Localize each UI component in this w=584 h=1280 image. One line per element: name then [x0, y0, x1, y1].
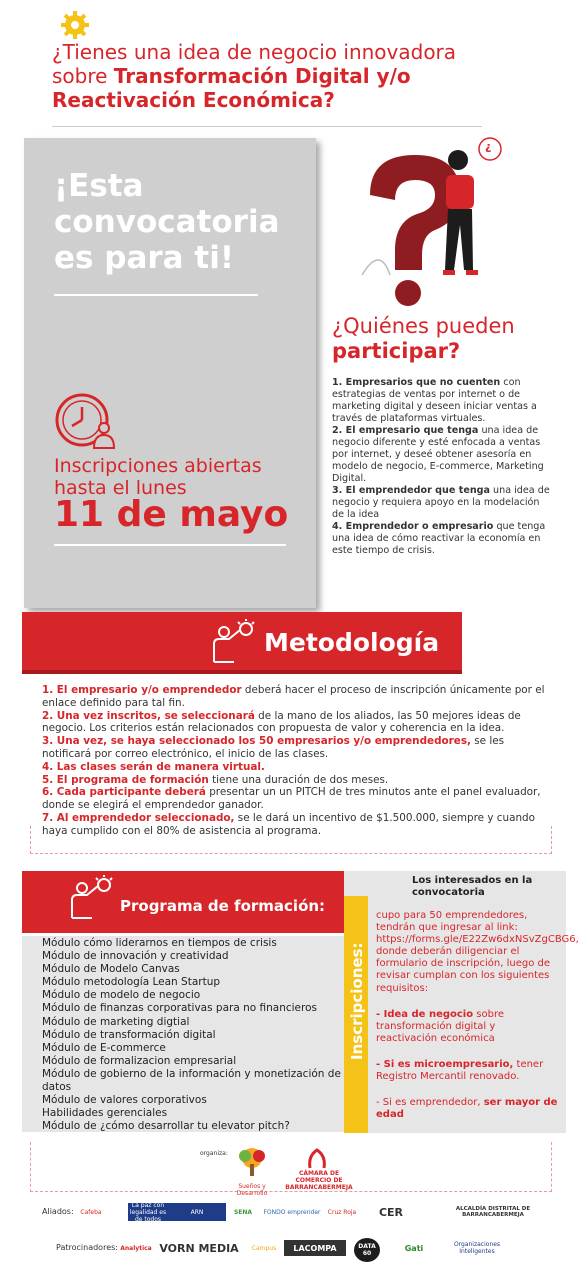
aliado-logo: Cafeba [80, 1208, 102, 1216]
inscripciones-body [376, 910, 579, 1121]
hero-title: ¡Esta convocatoria es para ti! [54, 168, 280, 276]
aliado-logo: Cruz Roja [327, 1208, 357, 1216]
patrocinador-logo: DATA 60 [354, 1238, 380, 1262]
idea-person-icon [68, 874, 114, 920]
list-item-text: se le dará un incentivo de $1.500.000, siempre y cuando haya cumplido con el 80% de asistencia al programa. [42, 811, 536, 837]
aliado-logo: ALCALDÍA DISTRITAL DE BARRANCABERMEJA [455, 1206, 531, 1218]
patrocinador-logo: Gati [404, 1243, 424, 1253]
list-item-bold: 3. Una vez, se haya seleccionado los 50 empresarios y/o emprendedores, [42, 735, 471, 748]
aliado-logo: CER [378, 1205, 404, 1219]
requirement-bold: - Idea de negocio [376, 1008, 474, 1020]
inscripciones-text: Inscripciones abiertas hasta el lunes [54, 455, 262, 499]
list-item: Módulo de marketing digtial [42, 1015, 190, 1028]
list-item [332, 425, 554, 485]
list-item-text: una idea de negocio diferente y esté enfocada a ventas por internet, y deseé obtener asesoría en modelo de negocio, E-commerce, Marketing Digital. [332, 425, 544, 484]
patrocinador-logo: VORN MEDIA [159, 1241, 239, 1255]
requirement-text: tener Registro Mercantil renovado. [376, 1058, 544, 1083]
aliado-logo: La paz con legalidad es de todos [129, 1201, 167, 1223]
divider [54, 294, 258, 296]
dashed-frame [30, 826, 552, 854]
list-item [42, 761, 554, 774]
list-item: Módulo de finanzas corporativas para no financieros [42, 1002, 317, 1015]
list-item-text: tiene una duración de dos meses. [208, 773, 389, 786]
list-item-bold: 2. El empresario que tenga [332, 425, 479, 436]
quienes-list [332, 377, 554, 557]
list-item: Módulo de modelo de negocio [42, 989, 201, 1002]
requirement-bold: - Si es microempresario, [376, 1058, 514, 1070]
list-item-bold: 1. El empresario y/o emprendedor [42, 684, 242, 696]
quienes-title-bold: participar? [332, 339, 461, 363]
patrocinadores-label: Patrocinadores: [56, 1243, 118, 1252]
list-item-bold: 4. Emprendedor o empresario [332, 521, 494, 532]
divider [54, 544, 286, 546]
list-item-text: que tenga una idea de cómo reactivar la economía en este tiempo de crisis. [332, 521, 546, 556]
list-item-bold: 2. Una vez inscritos, se seleccionará [42, 709, 255, 722]
list-item: Módulo de innovación y creatividad [42, 950, 229, 963]
headline [52, 40, 522, 112]
list-item: Habilidades gerenciales [42, 1107, 168, 1120]
list-item-bold: 7. Al emprendedor seleccionado, [42, 811, 235, 824]
quienes-title [332, 314, 572, 364]
deadline-date: 11 de mayo [54, 494, 289, 535]
aliado-logo: SENA [233, 1208, 253, 1216]
interesados-heading: Los interesados en la convocatoria [412, 875, 533, 898]
list-item-bold: 3. El emprendedor que tenga [332, 485, 490, 496]
aliados-label: Aliados: [42, 1207, 74, 1216]
gear-icon [60, 10, 90, 40]
requirement-text: - Si es emprendedor, [376, 1097, 484, 1109]
patrocinador-logo: LACOMPA [284, 1240, 346, 1256]
patrocinador-logo: Organizaciones Inteligentes [453, 1241, 501, 1255]
patrocinador-logo: Analytica [120, 1244, 152, 1252]
list-item: Módulo cómo liderarnos en tiempos de crisis [42, 937, 277, 949]
programa-title: Programa de formación: [120, 897, 326, 915]
list-item [332, 485, 554, 521]
headline-line2-bold: Transformación Digital y/o [113, 64, 411, 88]
list-item: Módulo de Modelo Canvas [42, 963, 180, 976]
list-item: Módulo metodología Lean Startup [42, 976, 221, 989]
inscripciones-link-text[interactable]: cupo para 50 emprendedores, tendrán que ingresar al link: https://forms.gle/E22Zw6dxNSvZgCBG6, donde deberán diligenciar el formulario de inscripción, luego de revisar cumplan con los siguientes requisitos: [376, 910, 579, 994]
organizer-logo-1: Sueños y Desarrollo [236, 1183, 268, 1197]
clock-person-icon [54, 390, 116, 452]
list-item-bold: 6. Cada participante deberá [42, 786, 206, 799]
list-item: Módulo de formalizacion empresarial [42, 1054, 237, 1067]
list-item-text: se les notificará por correo electrónico, el inicio de las clases. [42, 735, 505, 760]
aliado-logo: FONDO emprender [263, 1208, 321, 1216]
list-item [332, 521, 554, 557]
headline-line1: ¿Tienes una idea de negocio innovadora [52, 40, 457, 64]
headline-line3-bold: Reactivación Económica? [52, 88, 335, 112]
list-item: Módulo de gobierno de la información y monetización de datos [42, 1067, 341, 1094]
tree-logo [232, 1144, 272, 1184]
inscripciones-vertical-label: Inscripciones: [348, 942, 366, 1060]
list-item: Módulo de ¿cómo desarrollar tu elevator pitch? [42, 1120, 290, 1133]
headline-line2-plain: sobre [52, 64, 114, 88]
list-item-bold: 1. Empresarios que no cuenten [332, 377, 501, 388]
requirement-bold: ser mayor de edad [376, 1097, 558, 1121]
question-woman-illustration [350, 135, 550, 310]
list-item-text: una idea de negocio y requiera apoyo en la modelación de la idea [332, 485, 550, 520]
divider [52, 126, 482, 127]
modules-list [42, 937, 342, 1133]
list-item: Módulo de E-commerce [42, 1041, 166, 1054]
list-item [42, 735, 554, 761]
list-item: Módulo de valores corporativos [42, 1094, 207, 1107]
list-item-bold: 5. El programa de formación [42, 773, 209, 786]
patrocinador-logo: Campus [251, 1244, 277, 1252]
question-badge: ¿ [485, 140, 492, 153]
quienes-title-plain: ¿Quiénes pueden [332, 314, 515, 338]
camara-logo [306, 1148, 328, 1170]
list-item: Módulo de transformación digital [42, 1028, 216, 1041]
list-item [42, 710, 554, 736]
list-item [42, 786, 554, 812]
organiza-label: organiza: [200, 1150, 228, 1157]
aliado-logo: ARN [168, 1203, 226, 1221]
metodologia-list [42, 684, 554, 838]
list-item-text: de la mano de los aliados, las 50 mejores ideas de negocio. Los criterios están relacionados con propuesta de valor y coherencia en la idea. [42, 709, 521, 735]
requirement [376, 1009, 558, 1045]
requirement-text: sobre transformación digital y reactivación económica [376, 1008, 505, 1044]
list-item-text: presentar un un PITCH de tres minutos ante el panel evaluador, donde se elegirá el emprendedor ganador. [42, 786, 541, 812]
idea-person-icon [210, 618, 256, 664]
list-item-text: con estrategias de ventas por internet o de marketing digital y deseen iniciar ventas a través de plataformas virtuales. [332, 377, 537, 424]
requirement [376, 1097, 558, 1121]
list-item-bold: 4. Las clases serán de manera virtual. [42, 760, 265, 773]
list-item [42, 774, 554, 787]
list-item [332, 377, 554, 425]
list-item-text: deberá hacer el proceso de inscripción únicamente por el enlace definido para tal fin. [42, 684, 545, 709]
metodologia-title: Metodología [264, 628, 440, 657]
organizer-logo-2: CÁMARA DE COMERCIO DE BARRANCABERMEJA [285, 1170, 353, 1191]
list-item [42, 684, 554, 710]
requirement [376, 1059, 558, 1083]
